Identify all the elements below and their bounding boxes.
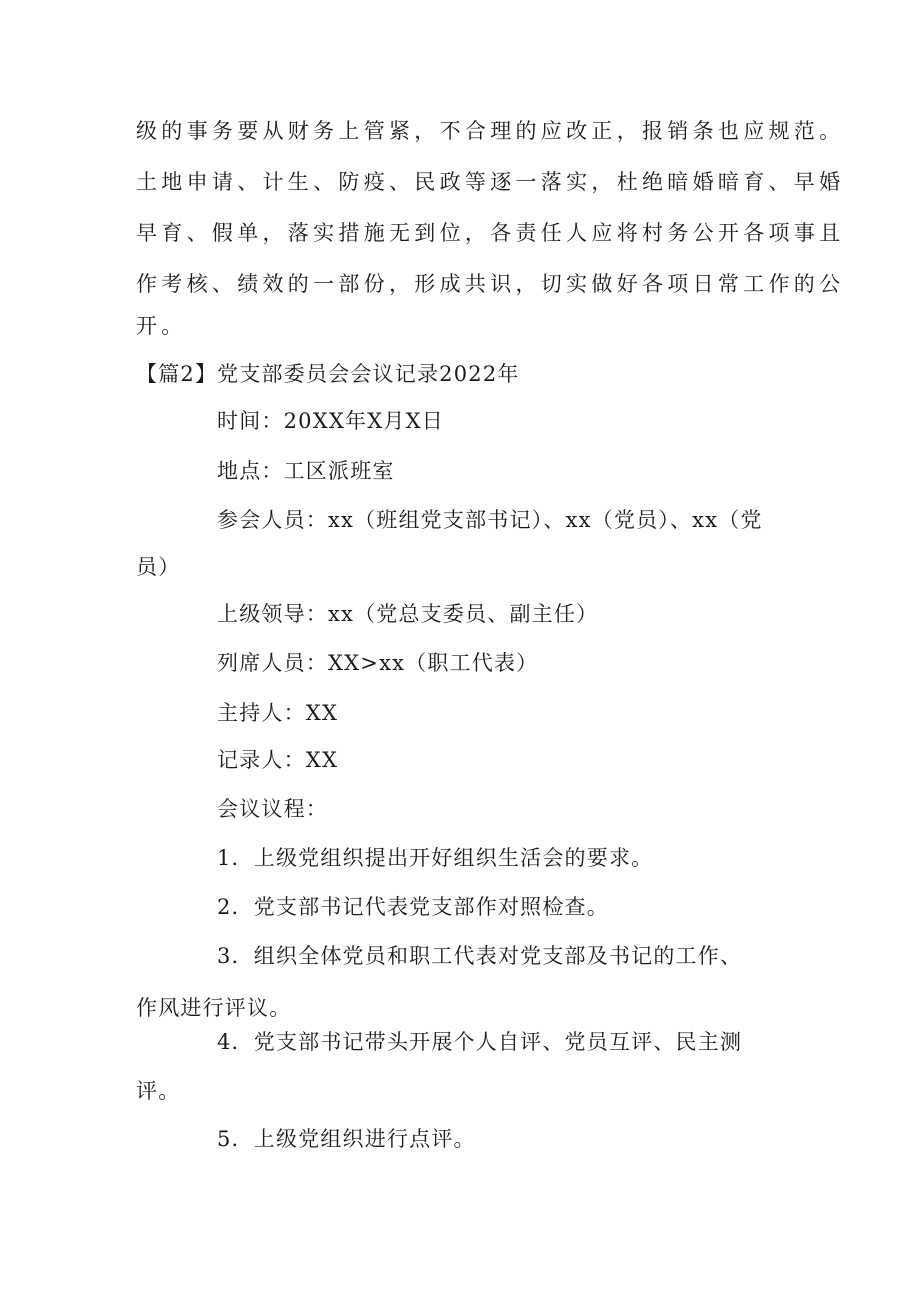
continuation-line-5: 开。 [136,314,187,338]
agenda-item-3-line-2: 作风进行评议。 [136,996,292,1020]
continuation-line-4: 作考核、绩效的一部份，形成共识，切实做好各项日常工作的公 [136,272,845,296]
meeting-time: 时间：20XX年X月X日 [217,409,444,433]
meeting-host: 主持人：XX [217,701,339,725]
meeting-observers: 列席人员：XX>xx（职工代表） [217,651,539,675]
meeting-leader: 上级领导：xx（党总支委员、副主任） [217,602,599,626]
section-heading: 【篇2】党支部委员会会议记录2022年 [136,362,520,386]
continuation-line-2: 土地申请、计生、防疫、民政等逐一落实，杜绝暗婚暗育、早婚 [136,170,845,194]
meeting-place: 地点：工区派班室 [217,459,395,483]
meeting-recorder: 记录人：XX [217,748,339,772]
agenda-item-4-line-2: 评。 [136,1079,181,1103]
agenda-item-5: 5．上级党组织进行点评。 [217,1127,476,1151]
agenda-item-4-line-1: 4．党支部书记带头开展个人自评、党员互评、民主测 [217,1030,743,1054]
agenda-item-3-line-1: 3．组织全体党员和职工代表对党支部及书记的工作、 [217,944,743,968]
meeting-attendees-line-2: 员） [136,555,181,579]
agenda-item-1: 1．上级党组织提出开好组织生活会的要求。 [217,846,654,870]
continuation-line-1: 级的事务要从财务上管紧，不合理的应改正，报销条也应规范。 [136,119,845,143]
agenda-title: 会议议程： [217,797,328,821]
continuation-line-3: 早育、假单，落实措施无到位，各责任人应将村务公开各项事且 [136,221,845,245]
meeting-attendees-line-1: 参会人员：xx（班组党支部书记）、xx（党员）、xx（党 [217,508,763,532]
agenda-item-2: 2．党支部书记代表党支部作对照检查。 [217,895,609,919]
